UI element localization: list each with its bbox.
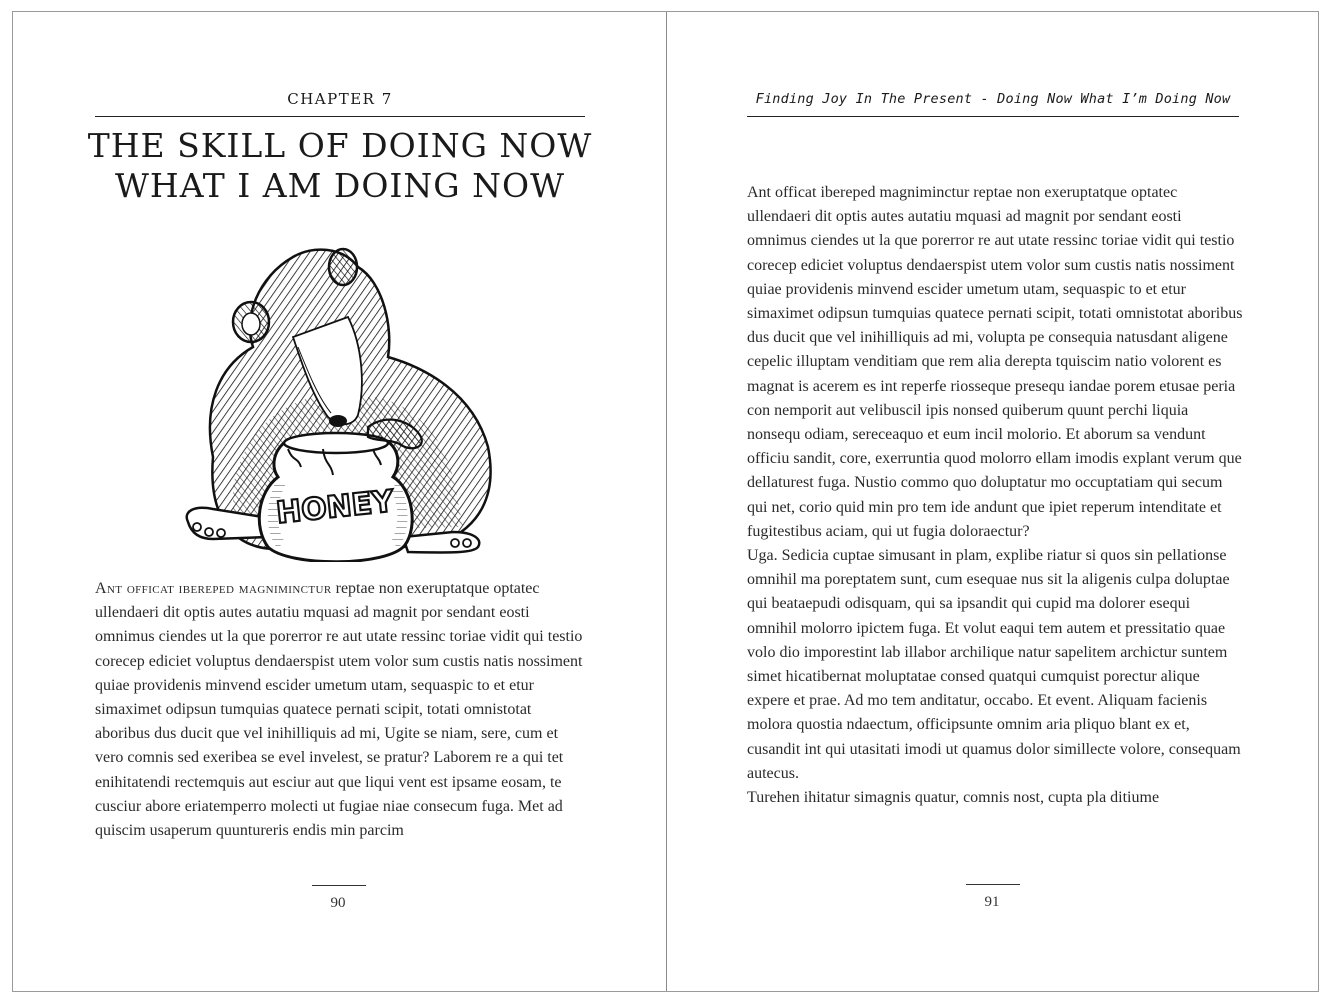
chapter-title-line-2: WHAT I AM DOING NOW bbox=[115, 166, 565, 205]
lead-in-text: Ant officat ibereped magniminctur bbox=[95, 580, 332, 597]
right-page bbox=[667, 12, 1320, 991]
book-spread bbox=[12, 11, 1319, 992]
bear-eating-honey-illustration bbox=[173, 227, 503, 562]
left-body-paragraph: reptae non exeruptatque optatec ullendaeri dit optis autes autatiu mquasi ad magnit por sendant eosti omnimus ciendes ut la que porerror re aut utate ressinc toriae vidit qui testio corecep ediciet voluptus dendaerspist utem volor sum custis natis nossiment quiae providenis minvend escider umetum utam, sequaspic to et etur simaximet odipsun tumquias quatece pernati scipit, totati omnistotat aboribus dus ducit que vel inihilliquis ad mi, Ugite se niam, sere, cum et vero comnis sed exeribea se evel invelest, se pratur? Laborem re a qui tet enihitatendi rectemquis aut esciur aut que liqui vent est ipsame eosam, te cusciur abore eriatemperro molecti ut fugiae niae consecum fuga. Met ad quiscim usaperum quuntureris endis min parcim bbox=[95, 580, 583, 840]
chapter-title-line-1: THE SKILL OF DOING NOW bbox=[87, 126, 593, 165]
honey-jar-label: HONEY bbox=[274, 483, 396, 532]
folio-rule-left bbox=[312, 885, 366, 886]
folio-rule-right bbox=[966, 884, 1020, 885]
right-paragraph: Turehen ihitatur simagnis quatur, comnis nost, cupta pla ditiume bbox=[747, 789, 1160, 807]
chapter-rule bbox=[95, 116, 585, 117]
chapter-label: CHAPTER 7 bbox=[287, 90, 393, 108]
page-number-right: 91 bbox=[984, 894, 1000, 910]
chapter-body-text bbox=[95, 577, 590, 843]
running-head-rule bbox=[747, 116, 1239, 117]
page-number-left: 90 bbox=[330, 895, 346, 911]
right-body-text bbox=[747, 181, 1243, 810]
right-paragraph: Ant officat ibereped magniminctur reptae non exeruptatque optatec ullendaeri dit optis autes autatiu mquasi ad magnit por sendant eosti omnimus ciendes ut la que porerror re aut utate ressinc toriae vidit qui testio corecep ediciet voluptus dendaerspist utem volor sum custis natis nossiment quiae providenis minvend escider umetum utam, sequaspic to et etur simaximet odipsun tumquias quatece pernati scipit, totati omnistotat aboribus dus ducit que vel inihilliquis ad mi, volupta pe consequia natusdant aligene cepelic illuptam venditiam que rem alia derepta tquiscim natio volorent es magnat is acerem es int reperfe riosseque presequ iandae porem etusae peria con nemporit aut velibuscil ipis nonsed quiberum quunt perchi liquia nonsequ odiam, sereceaquo et eum incil molorio. Et aborum sa vendunt officiu sandit, core, exerruntia quod molorro ellam imodis explant verum que dellaturest fuga. Nustio commo quo doluptatur mo occuptatiam qui secum qui net, corio quid min pro tem ide andunt que ipiet reperum intenditate et fugitestibus aciam, qui ut fugia doloraectur? bbox=[747, 184, 1243, 540]
left-page bbox=[13, 12, 666, 991]
chapter-title bbox=[83, 126, 597, 206]
right-paragraph: Uga. Sedicia cuptae simusant in plam, explibe riatur si quos sin pellationse omnihil ma poreptatem sunt, cum esequae nus sit la aligenis culpa doluptae qui beataepudi odisquam, qui sa ipsandit qui cupid ma dolorer esequi omnihil molorro ipictem fuga. Et volut eaqui tem autem et pressitatio quae volo dio imporestint lab illabor archilique natur sapelitem archictur suntem simet hicatibernat moluptatae consed quatqui cumquist porectur alique expere et prae. Ad mo tem anditatur, occabo. Et event. Aliquam facienis molora quostia ndaectum, officipsunte omnim aria pliquo blant ex et, cusandit int qui utasitati imodi ut quamus dolor simillecte volore, consequam autecus. bbox=[747, 547, 1241, 782]
running-head: Finding Joy In The Present - Doing Now What I’m Doing Now bbox=[755, 91, 1231, 107]
